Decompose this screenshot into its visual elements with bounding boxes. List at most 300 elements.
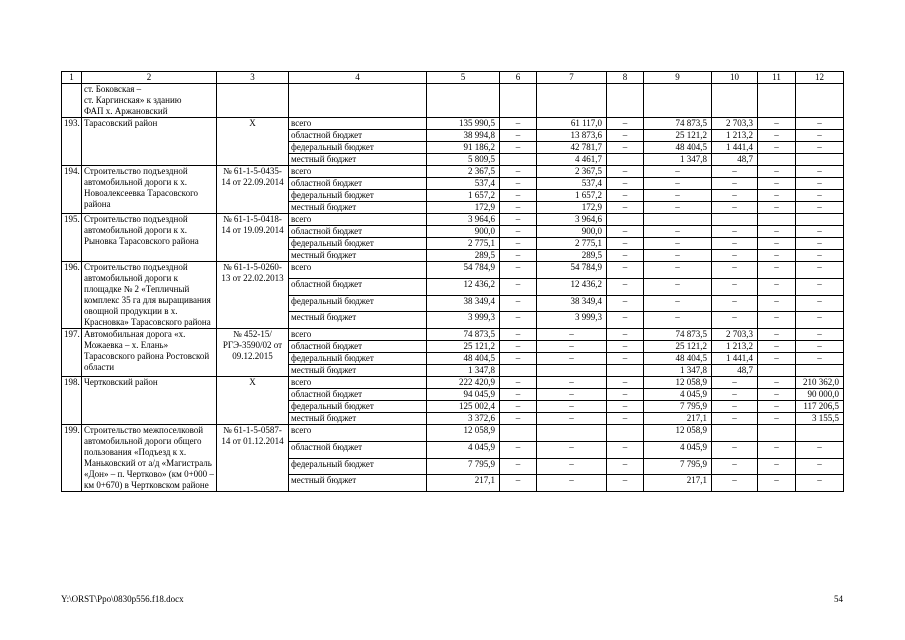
amount-cell: 2 703,3 (712, 329, 758, 341)
header-cell: 4 (289, 72, 427, 84)
amount-cell: – (607, 389, 644, 401)
amount-cell: 172,9 (427, 202, 500, 214)
amount-cell: – (537, 329, 607, 341)
budget-label: федеральный бюджет (289, 458, 427, 475)
document-number: № 61-1-5-0418-14 от 19.09.2014 (217, 214, 289, 262)
budget-label: всего (289, 329, 427, 341)
amount-cell (607, 425, 644, 442)
amount-cell: 1 213,2 (712, 341, 758, 353)
project-name: Строительство подъездной автомобильной дороги к площадке № 2 «Тепличный комплекс 35 га для выращивания овощной продукции в х. Красновка» Тарасовского района (82, 262, 217, 329)
amount-cell: 38 349,4 (427, 295, 500, 312)
amount-cell: – (758, 278, 796, 295)
empty-cell (712, 84, 758, 118)
amount-cell: 172,9 (537, 202, 607, 214)
amount-cell: – (712, 238, 758, 250)
amount-cell (537, 365, 607, 377)
amount-cell: – (758, 353, 796, 365)
amount-cell: 12 058,9 (644, 377, 712, 389)
amount-cell: – (607, 190, 644, 202)
amount-cell: 1 441,4 (712, 353, 758, 365)
amount-cell: 38 994,8 (427, 130, 500, 142)
amount-cell (712, 214, 758, 226)
amount-cell: – (500, 214, 537, 226)
amount-cell: – (500, 202, 537, 214)
row-number (62, 84, 82, 118)
empty-cell (537, 84, 607, 118)
amount-cell: 3 999,3 (537, 312, 607, 329)
header-row (62, 72, 844, 84)
header-cell: 8 (607, 72, 644, 84)
amount-cell: – (644, 190, 712, 202)
amount-cell: – (537, 441, 607, 458)
amount-cell: – (537, 353, 607, 365)
amount-cell: – (758, 377, 796, 389)
amount-cell: – (758, 190, 796, 202)
amount-cell: – (607, 178, 644, 190)
amount-cell: – (758, 262, 796, 279)
amount-cell: – (607, 441, 644, 458)
row-number: 195. (62, 214, 82, 262)
empty-cell (217, 84, 289, 118)
amount-cell: 12 058,9 (644, 425, 712, 442)
amount-cell: 4 045,9 (644, 389, 712, 401)
amount-cell: – (796, 341, 844, 353)
table-row (62, 262, 844, 279)
budget-label: всего (289, 118, 427, 130)
empty-cell (607, 84, 644, 118)
budget-label: местный бюджет (289, 250, 427, 262)
budget-label: всего (289, 214, 427, 226)
amount-cell: – (796, 458, 844, 475)
amount-cell: 3 964,6 (427, 214, 500, 226)
amount-cell: – (712, 389, 758, 401)
amount-cell: – (758, 329, 796, 341)
amount-cell: – (758, 202, 796, 214)
amount-cell: – (537, 401, 607, 413)
continuation-row (62, 84, 844, 118)
amount-cell: – (500, 278, 537, 295)
document-number: Х (217, 377, 289, 425)
project-name: ст. Боковская – ст. Каргинская» к зданию ФАП х. Аржановский (82, 84, 217, 118)
row-number: 196. (62, 262, 82, 329)
amount-cell: 2 703,3 (712, 118, 758, 130)
amount-cell: – (712, 166, 758, 178)
amount-cell: – (758, 166, 796, 178)
amount-cell: – (712, 295, 758, 312)
budget-label: всего (289, 377, 427, 389)
amount-cell: – (796, 295, 844, 312)
amount-cell: 38 349,4 (537, 295, 607, 312)
amount-cell: – (500, 250, 537, 262)
amount-cell: 48 404,5 (644, 353, 712, 365)
amount-cell: – (796, 475, 844, 492)
budget-label: областной бюджет (289, 178, 427, 190)
amount-cell: – (758, 389, 796, 401)
amount-cell: – (500, 118, 537, 130)
amount-cell: 2 367,5 (537, 166, 607, 178)
amount-cell: – (644, 178, 712, 190)
amount-cell: 900,0 (427, 226, 500, 238)
header-cell: 1 (62, 72, 82, 84)
amount-cell: 54 784,9 (427, 262, 500, 279)
amount-cell: 217,1 (644, 475, 712, 492)
amount-cell: – (500, 458, 537, 475)
amount-cell: – (758, 178, 796, 190)
budget-label: местный бюджет (289, 312, 427, 329)
header-cell: 12 (796, 72, 844, 84)
amount-cell (796, 154, 844, 166)
amount-cell: 537,4 (537, 178, 607, 190)
project-name: Тарасовский район (82, 118, 217, 166)
amount-cell: – (500, 178, 537, 190)
table-row (62, 118, 844, 130)
amount-cell: – (500, 226, 537, 238)
amount-cell: – (758, 295, 796, 312)
amount-cell: – (607, 329, 644, 341)
budget-label: областной бюджет (289, 341, 427, 353)
amount-cell: – (537, 458, 607, 475)
table-body (62, 72, 844, 492)
amount-cell: – (796, 130, 844, 142)
empty-cell (500, 84, 537, 118)
budget-label: федеральный бюджет (289, 353, 427, 365)
row-number: 197. (62, 329, 82, 377)
amount-cell: – (500, 475, 537, 492)
header-cell: 2 (82, 72, 217, 84)
amount-cell: – (644, 278, 712, 295)
amount-cell: 5 809,5 (427, 154, 500, 166)
amount-cell: 1 347,8 (427, 365, 500, 377)
amount-cell (712, 425, 758, 442)
amount-cell: 13 873,6 (537, 130, 607, 142)
budget-label: всего (289, 166, 427, 178)
budget-label: федеральный бюджет (289, 295, 427, 312)
amount-cell: – (712, 250, 758, 262)
amount-cell: – (607, 475, 644, 492)
amount-cell: – (537, 475, 607, 492)
amount-cell: 1 657,2 (537, 190, 607, 202)
amount-cell: – (500, 238, 537, 250)
amount-cell (500, 425, 537, 442)
amount-cell: 537,4 (427, 178, 500, 190)
amount-cell: 91 186,2 (427, 142, 500, 154)
amount-cell: – (758, 341, 796, 353)
table-row (62, 329, 844, 341)
amount-cell: – (537, 413, 607, 425)
amount-cell: – (758, 441, 796, 458)
amount-cell: – (607, 353, 644, 365)
amount-cell: 1 657,2 (427, 190, 500, 202)
amount-cell: – (537, 341, 607, 353)
amount-cell: 289,5 (537, 250, 607, 262)
amount-cell: 217,1 (644, 413, 712, 425)
amount-cell: – (644, 312, 712, 329)
amount-cell: 2 367,5 (427, 166, 500, 178)
row-number: 199. (62, 425, 82, 492)
amount-cell: 289,5 (427, 250, 500, 262)
header-cell: 10 (712, 72, 758, 84)
header-cell: 11 (758, 72, 796, 84)
amount-cell: – (644, 238, 712, 250)
amount-cell: – (712, 475, 758, 492)
amount-cell: 125 002,4 (427, 401, 500, 413)
amount-cell: – (500, 401, 537, 413)
amount-cell (796, 425, 844, 442)
budget-label: областной бюджет (289, 130, 427, 142)
amount-cell: 48,7 (712, 154, 758, 166)
amount-cell: – (500, 341, 537, 353)
amount-cell: 3 155,5 (796, 413, 844, 425)
amount-cell: – (607, 341, 644, 353)
header-cell: 3 (217, 72, 289, 84)
amount-cell (607, 154, 644, 166)
amount-cell: – (607, 238, 644, 250)
table-row (62, 377, 844, 389)
budget-label: федеральный бюджет (289, 401, 427, 413)
amount-cell: – (607, 250, 644, 262)
amount-cell (758, 365, 796, 377)
amount-cell: – (758, 413, 796, 425)
empty-cell (796, 84, 844, 118)
amount-cell: – (500, 441, 537, 458)
amount-cell: 25 121,2 (644, 130, 712, 142)
budget-label: местный бюджет (289, 154, 427, 166)
table-row (62, 166, 844, 178)
amount-cell: 42 781,7 (537, 142, 607, 154)
amount-cell: 48,7 (712, 365, 758, 377)
header-cell: 6 (500, 72, 537, 84)
amount-cell (607, 214, 644, 226)
amount-cell: – (796, 278, 844, 295)
amount-cell: – (796, 178, 844, 190)
project-name: Чертковский район (82, 377, 217, 425)
amount-cell: 900,0 (537, 226, 607, 238)
amount-cell: 1 213,2 (712, 130, 758, 142)
amount-cell: – (758, 401, 796, 413)
amount-cell: – (500, 353, 537, 365)
amount-cell: – (607, 202, 644, 214)
document-number: № 452-15/РГЭ-3590/02 от 09.12.2015 (217, 329, 289, 377)
amount-cell (537, 425, 607, 442)
project-name: Автомобильная дорога «х. Можаевка – х. Елань» Тарасовского района Ростовской области (82, 329, 217, 377)
amount-cell: 135 990,5 (427, 118, 500, 130)
budget-label: областной бюджет (289, 441, 427, 458)
amount-cell: 4 045,9 (644, 441, 712, 458)
amount-cell: – (758, 250, 796, 262)
amount-cell: 4 045,9 (427, 441, 500, 458)
amount-cell: 3 372,6 (427, 413, 500, 425)
amount-cell: – (712, 178, 758, 190)
amount-cell: – (796, 166, 844, 178)
amount-cell: – (644, 250, 712, 262)
amount-cell: – (796, 441, 844, 458)
budget-label: федеральный бюджет (289, 142, 427, 154)
amount-cell: – (607, 130, 644, 142)
amount-cell: – (758, 458, 796, 475)
project-name: Строительство подъездной автомобильной дороги к х. Рыновка Тарасовского района (82, 214, 217, 262)
amount-cell: 2 775,1 (537, 238, 607, 250)
empty-cell (427, 84, 500, 118)
amount-cell: – (796, 312, 844, 329)
amount-cell: 7 795,9 (644, 401, 712, 413)
amount-cell: – (758, 130, 796, 142)
budget-label: федеральный бюджет (289, 190, 427, 202)
amount-cell: 48 404,5 (644, 142, 712, 154)
amount-cell: – (607, 278, 644, 295)
amount-cell: – (712, 458, 758, 475)
amount-cell: 12 436,2 (537, 278, 607, 295)
amount-cell: – (500, 413, 537, 425)
amount-cell: – (796, 262, 844, 279)
amount-cell: 94 045,9 (427, 389, 500, 401)
amount-cell: – (537, 389, 607, 401)
row-number: 198. (62, 377, 82, 425)
amount-cell: – (712, 377, 758, 389)
amount-cell: – (758, 142, 796, 154)
amount-cell: 74 873,5 (644, 329, 712, 341)
amount-cell: 1 441,4 (712, 142, 758, 154)
amount-cell: – (796, 226, 844, 238)
amount-cell: – (758, 226, 796, 238)
amount-cell: 1 347,8 (644, 154, 712, 166)
amount-cell: – (607, 226, 644, 238)
amount-cell: 217,1 (427, 475, 500, 492)
amount-cell: 74 873,5 (427, 329, 500, 341)
amount-cell: 7 795,9 (427, 458, 500, 475)
amount-cell: – (796, 238, 844, 250)
header-cell: 9 (644, 72, 712, 84)
amount-cell (607, 365, 644, 377)
table-row (62, 425, 844, 442)
amount-cell: 7 795,9 (644, 458, 712, 475)
amount-cell: 48 404,5 (427, 353, 500, 365)
amount-cell: – (500, 190, 537, 202)
amount-cell: – (607, 458, 644, 475)
budget-label: федеральный бюджет (289, 238, 427, 250)
budget-label: всего (289, 425, 427, 442)
budget-label: местный бюджет (289, 475, 427, 492)
amount-cell: – (644, 226, 712, 238)
table-row (62, 214, 844, 226)
amount-cell: 222 420,9 (427, 377, 500, 389)
amount-cell: – (758, 118, 796, 130)
row-number: 193. (62, 118, 82, 166)
amount-cell: 117 206,5 (796, 401, 844, 413)
footer-file-path: Y:\ORST\Ppo\0830p556.f18.docx (61, 594, 184, 604)
amount-cell: 12 058,9 (427, 425, 500, 442)
amount-cell: – (607, 295, 644, 312)
amount-cell (500, 365, 537, 377)
amount-cell: – (796, 250, 844, 262)
empty-cell (289, 84, 427, 118)
amount-cell: – (796, 190, 844, 202)
amount-cell: – (796, 202, 844, 214)
amount-cell: – (758, 238, 796, 250)
amount-cell: – (607, 166, 644, 178)
amount-cell: – (607, 401, 644, 413)
amount-cell: – (712, 262, 758, 279)
amount-cell: – (607, 312, 644, 329)
amount-cell: – (712, 413, 758, 425)
document-number: № 61-1-5-0435-14 от 22.09.2014 (217, 166, 289, 214)
header-cell: 7 (537, 72, 607, 84)
amount-cell: – (644, 202, 712, 214)
budget-label: областной бюджет (289, 278, 427, 295)
amount-cell (500, 154, 537, 166)
amount-cell: 3 964,6 (537, 214, 607, 226)
amount-cell: – (796, 118, 844, 130)
amount-cell: 25 121,2 (427, 341, 500, 353)
amount-cell: – (712, 190, 758, 202)
amount-cell: – (500, 130, 537, 142)
amount-cell: – (644, 262, 712, 279)
amount-cell: 74 873,5 (644, 118, 712, 130)
amount-cell (758, 214, 796, 226)
amount-cell: – (607, 118, 644, 130)
amount-cell: 61 117,0 (537, 118, 607, 130)
project-name: Строительство межпоселковой автомобильной дороги общего пользования «Подъезд к х. Маньковский от а/д «Магистраль «Дон» – п. Чертково» (км 0+000 – км 0+670) в Чертковском районе (82, 425, 217, 492)
budget-label: областной бюджет (289, 389, 427, 401)
budget-label: местный бюджет (289, 365, 427, 377)
amount-cell: 12 436,2 (427, 278, 500, 295)
amount-cell: 90 000,0 (796, 389, 844, 401)
budget-label: местный бюджет (289, 202, 427, 214)
amount-cell (796, 214, 844, 226)
amount-cell: – (712, 278, 758, 295)
amount-cell: 210 362,0 (796, 377, 844, 389)
amount-cell: 1 347,8 (644, 365, 712, 377)
amount-cell: 25 121,2 (644, 341, 712, 353)
amount-cell: – (758, 312, 796, 329)
amount-cell: 54 784,9 (537, 262, 607, 279)
row-number: 194. (62, 166, 82, 214)
amount-cell: – (607, 413, 644, 425)
amount-cell: – (500, 295, 537, 312)
amount-cell: – (607, 377, 644, 389)
amount-cell (644, 214, 712, 226)
amount-cell: – (712, 226, 758, 238)
amount-cell: – (796, 353, 844, 365)
empty-cell (758, 84, 796, 118)
amount-cell: – (607, 142, 644, 154)
amount-cell: – (712, 312, 758, 329)
amount-cell: 2 775,1 (427, 238, 500, 250)
amount-cell: – (796, 142, 844, 154)
amount-cell: – (500, 166, 537, 178)
amount-cell: 3 999,3 (427, 312, 500, 329)
amount-cell: – (644, 166, 712, 178)
amount-cell (758, 154, 796, 166)
budget-label: областной бюджет (289, 226, 427, 238)
amount-cell: – (500, 389, 537, 401)
amount-cell: – (500, 312, 537, 329)
amount-cell: – (500, 377, 537, 389)
amount-cell: – (607, 262, 644, 279)
footer-page-number: 54 (834, 594, 843, 604)
amount-cell (758, 425, 796, 442)
project-name: Строительство подъездной автомобильной дороги к х. Новоалексеевка Тарасовского района (82, 166, 217, 214)
amount-cell (796, 365, 844, 377)
amount-cell: – (537, 377, 607, 389)
amount-cell: – (500, 142, 537, 154)
amount-cell: – (644, 295, 712, 312)
document-number: № 61-1-5-0587-14 от 01.12.2014 (217, 425, 289, 492)
document-number: Х (217, 118, 289, 166)
amount-cell: – (500, 329, 537, 341)
budget-table (61, 71, 844, 492)
document-number: № 61-1-5-0260-13 от 22.02.2013 (217, 262, 289, 329)
amount-cell: – (712, 441, 758, 458)
